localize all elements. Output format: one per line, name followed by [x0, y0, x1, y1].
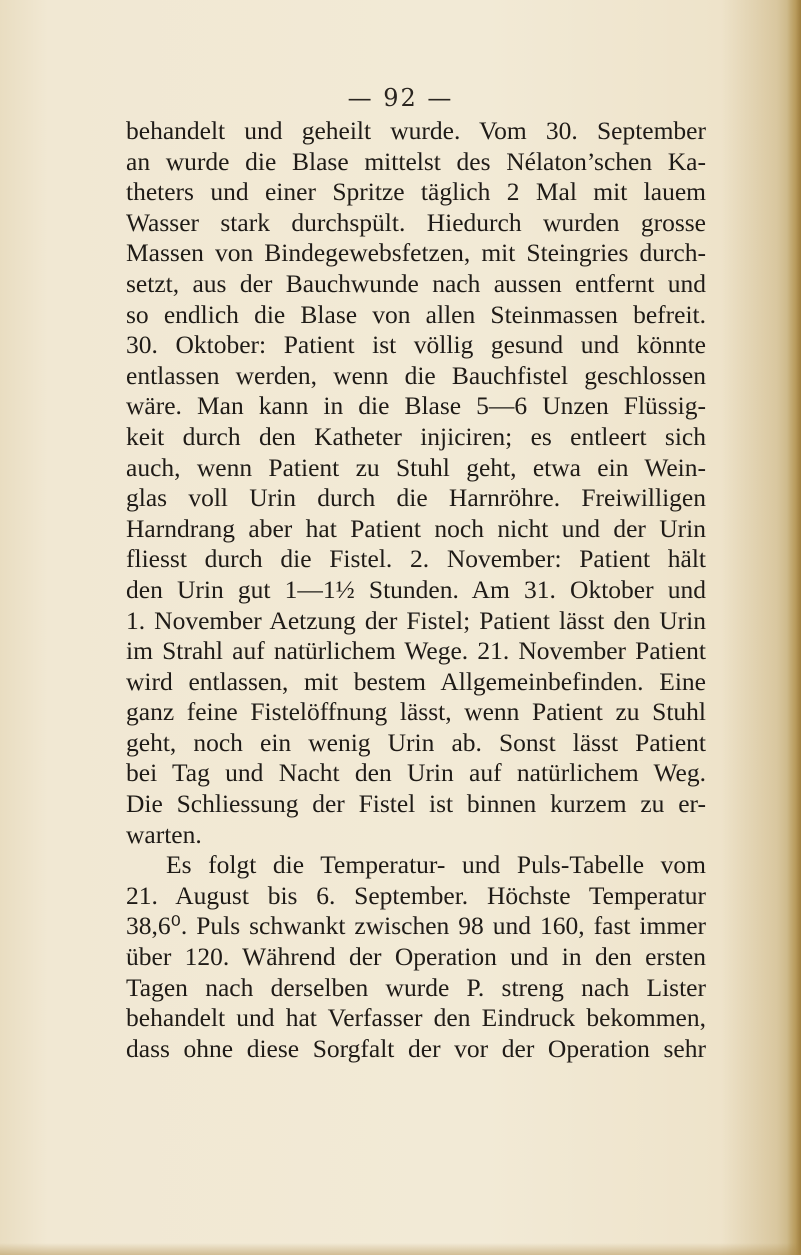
text-line: so endlich die Blase von allen Steinmassen befreit. [126, 299, 706, 329]
page-bottom-shadow [0, 1243, 801, 1255]
text-line: setzt, aus der Bauchwunde nach aussen entfernt und [126, 268, 706, 298]
text-line: geht, noch ein wenig Urin ab. Sonst lässt Patient [126, 727, 706, 757]
text-line: im Strahl auf natürlichem Wege. 21. November Patient [126, 636, 706, 666]
page-edge-shadow [787, 0, 801, 1255]
text-line: über 120. Während der Operation und in den ersten [126, 942, 706, 972]
text-line: dass ohne diese Sorgfalt der vor der Operation sehr [126, 1033, 706, 1063]
text-line: glas voll Urin durch die Harnröhre. Freiwilligen [126, 483, 706, 513]
text-line: wird entlassen, mit bestem Allgemeinbefinden. Eine [126, 666, 706, 696]
text-line: an wurde die Blase mittelst des Nélaton’schen Ka- [126, 146, 706, 176]
text-line: den Urin gut 1—1½ Stunden. Am 31. Oktober und [126, 574, 706, 604]
text-line: bei Tag und Nacht den Urin auf natürlichem Weg. [126, 758, 706, 788]
text-line: warten. [126, 819, 202, 849]
text-line: Wasser stark durchspült. Hiedurch wurden grosse [126, 207, 706, 237]
text-line: fliesst durch die Fistel. 2. November: Patient hält [126, 544, 706, 574]
text-line: 1. November Aetzung der Fistel; Patient lässt den Urin [126, 605, 706, 635]
text-line: Massen von Bindegewebsfetzen, mit Steingries durch- [126, 238, 706, 268]
text-line: behandelt und hat Verfasser den Eindruck bekommen, [126, 1003, 706, 1033]
paragraph-start-line: Es folgt die Temperatur- und Puls-Tabelle vom [166, 850, 706, 880]
body-text [126, 116, 706, 1064]
text-line: behandelt und geheilt wurde. Vom 30. September [126, 116, 706, 145]
text-line: wäre. Man kann in die Blase 5—6 Unzen Flüssig- [126, 391, 706, 421]
text-line: Die Schliessung der Fistel ist binnen kurzem zu er- [126, 789, 706, 819]
text-line: Tagen nach derselben wurde P. streng nach Lister [126, 972, 706, 1002]
text-line: entlassen werden, wenn die Bauchfistel geschlossen [126, 360, 706, 390]
text-line: 21. August bis 6. September. Höchste Temperatur [126, 880, 706, 910]
page-number: — 92 — [347, 84, 454, 112]
text-line: ganz feine Fistelöffnung lässt, wenn Patient zu Stuhl [126, 697, 706, 727]
text-line: theters und einer Spritze täglich 2 Mal mit lauem [126, 177, 706, 207]
text-line: keit durch den Katheter injiciren; es entleert sich [126, 421, 706, 451]
text-line: Harndrang aber hat Patient noch nicht und der Urin [126, 513, 706, 543]
text-line: auch, wenn Patient zu Stuhl geht, etwa ein Wein- [126, 452, 706, 482]
text-line: 30. Oktober: Patient ist völlig gesund und könnte [126, 330, 706, 360]
text-line: 38,6⁰. Puls schwankt zwischen 98 und 160, fast immer [126, 911, 706, 941]
